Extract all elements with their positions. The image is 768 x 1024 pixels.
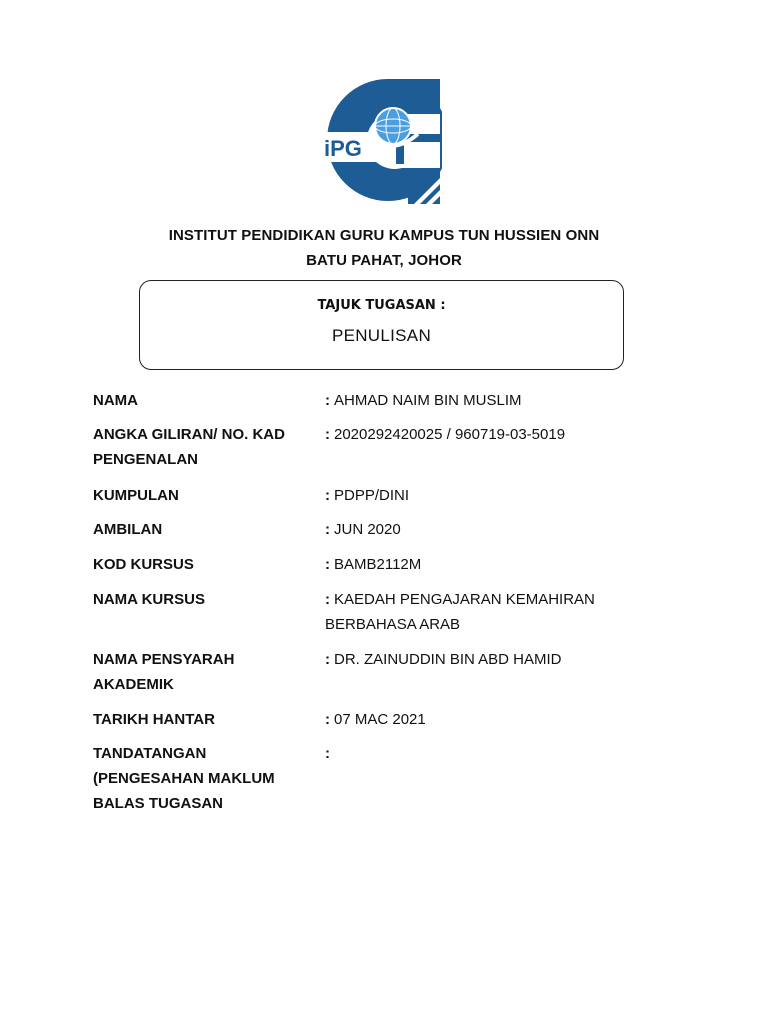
assignment-title-value: PENULISAN <box>331 326 432 345</box>
field-value: DR. ZAINUDDIN BIN ABD HAMID <box>334 651 562 668</box>
assignment-title-box <box>139 280 624 370</box>
field-value: KAEDAH PENGAJARAN KEMAHIRAN BERBAHASA ARAB <box>325 591 595 633</box>
institution-name: INSTITUT PENDIDIKAN GURU KAMPUS TUN HUSSIEN ONN <box>168 227 600 244</box>
field-label: NAMA <box>93 392 138 409</box>
field-value: 2020292420025 / 960719-03-5019 <box>334 426 566 443</box>
field-label: KOD KURSUS <box>93 556 194 573</box>
field-value: 07 MAC 2021 <box>334 711 426 728</box>
svg-text:iPG: iPG <box>324 136 362 161</box>
field-label: AMBILAN <box>93 521 163 538</box>
field-label: TANDATANGAN (PENGESAHAN MAKLUM BALAS TUGASAN <box>93 745 275 812</box>
ipg-logo <box>322 76 442 206</box>
field-label: ANGKA GILIRAN/ NO. KAD PENGENALAN <box>93 426 285 468</box>
institution-location: BATU PAHAT, JOHOR <box>306 252 462 269</box>
field-label: NAMA PENSYARAH AKADEMIK <box>93 651 235 693</box>
field-label: NAMA KURSUS <box>93 591 205 608</box>
field-value: AHMAD NAIM BIN MUSLIM <box>334 392 522 409</box>
field-label: KUMPULAN <box>93 487 179 504</box>
field-value: JUN 2020 <box>334 521 401 538</box>
assignment-title-label: TAJUK TUGASAN : <box>317 298 446 313</box>
field-value: PDPP/DINI <box>334 487 410 504</box>
field-value: BAMB2112M <box>334 556 422 573</box>
field-label: TARIKH HANTAR <box>93 711 215 728</box>
